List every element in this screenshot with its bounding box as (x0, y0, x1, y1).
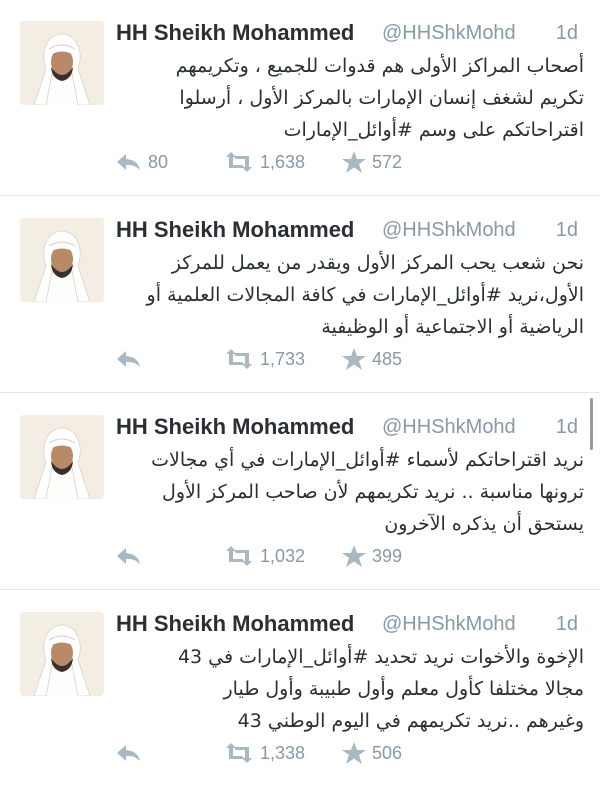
tweet-text-line: اقتراحاتكم على وسم #أوائل_الإمارات (283, 119, 584, 141)
tweet-item[interactable] (0, 591, 600, 785)
retweet-icon (224, 152, 254, 172)
reply-button[interactable] (116, 542, 148, 570)
favorite-button[interactable] (342, 148, 402, 176)
reply-button[interactable] (116, 739, 148, 767)
retweet-count: 1,032 (260, 545, 306, 566)
author-name[interactable]: HH Sheikh Mohammed (116, 414, 355, 439)
reply-arrow-icon (116, 349, 142, 369)
tweet-text (116, 641, 584, 737)
tweet-timestamp[interactable]: 1d (555, 613, 578, 635)
retweet-button[interactable] (224, 739, 305, 767)
tweet-timestamp[interactable]: 1d (555, 416, 578, 438)
reply-arrow-icon (116, 152, 142, 172)
tweet-actions (116, 542, 416, 570)
tweet-header (116, 609, 586, 639)
author-name[interactable]: HH Sheikh Mohammed (116, 217, 355, 242)
author-handle[interactable]: @HHShkMohd (382, 22, 516, 44)
author-handle[interactable]: @HHShkMohd (382, 219, 516, 241)
avatar-portrait (20, 612, 104, 696)
scrollbar[interactable] (590, 398, 593, 450)
tweet-text-line: الإخوة والأخوات نريد تحديد #أوائل_الإمارات في 43 (177, 646, 584, 668)
avatar-portrait (20, 415, 104, 499)
avatar[interactable] (20, 612, 104, 696)
tweet-header (116, 412, 586, 442)
retweet-count: 1,338 (260, 742, 306, 763)
star-icon (342, 742, 366, 764)
tweet-item[interactable] (0, 197, 600, 393)
tweet-text (116, 50, 584, 146)
retweet-count: 1,638 (260, 151, 306, 172)
tweet-item[interactable] (0, 0, 600, 196)
retweet-icon (224, 349, 254, 369)
star-icon (342, 545, 366, 567)
tweet-text-line: وغيرهم ..نريد تكريمهم في اليوم الوطني 43 (237, 710, 584, 732)
author-handle[interactable]: @HHShkMohd (382, 416, 516, 438)
favorite-button[interactable] (342, 345, 402, 373)
favorite-count: 399 (372, 545, 403, 566)
favorite-button[interactable] (342, 739, 402, 767)
retweet-icon (224, 546, 254, 566)
tweet-text-line: مجالا مختلفا كأول معلم وأول طبيبة وأول طيار (223, 678, 584, 700)
avatar[interactable] (20, 415, 104, 499)
avatar-portrait (20, 21, 104, 105)
tweet-text-line: الرياضية أو الاجتماعية أو الوظيفية (321, 316, 584, 338)
tweet-text-line: الأول،نريد #أوائل_الإمارات في كافة المجالات العلمية أو (146, 284, 584, 306)
tweet-actions (116, 739, 416, 767)
reply-arrow-icon (116, 743, 142, 763)
tweet-text-line: أصحاب المراكز الأولى هم قدوات للجميع ، وتكريمهم (175, 55, 584, 77)
reply-arrow-icon (116, 546, 142, 566)
favorite-count: 485 (372, 348, 403, 369)
author-name[interactable]: HH Sheikh Mohammed (116, 20, 355, 45)
favorite-count: 506 (372, 742, 403, 763)
tweet-text (116, 247, 584, 343)
reply-button[interactable] (116, 345, 148, 373)
tweet-text-line: تكريم لشغف إنسان الإمارات بالمركز الأول ، أرسلوا (179, 87, 584, 109)
reply-count: 80 (148, 151, 169, 172)
tweet-header (116, 215, 586, 245)
reply-button[interactable] (116, 148, 168, 176)
tweet-actions (116, 148, 416, 176)
retweet-button[interactable] (224, 345, 305, 373)
tweet-timestamp[interactable]: 1d (555, 22, 578, 44)
tweet-item[interactable] (0, 394, 600, 590)
tweet-text (116, 444, 584, 540)
author-name[interactable]: HH Sheikh Mohammed (116, 611, 355, 636)
tweet-text-line: نحن شعب يحب المركز الأول ويقدر من يعمل للمركز (171, 252, 584, 274)
favorite-button[interactable] (342, 542, 402, 570)
favorite-count: 572 (372, 151, 403, 172)
tweet-text-line: يستحق أن يذكره الآخرون (384, 513, 584, 535)
author-handle[interactable]: @HHShkMohd (382, 613, 516, 635)
star-icon (342, 348, 366, 370)
tweet-text-line: نريد اقتراحاتكم لأسماء #أوائل_الإمارات في أي مجالات (151, 449, 584, 471)
tweet-text-line: ترونها مناسبة .. نريد تكريمهم لأن صاحب المركز الأول (162, 481, 584, 503)
retweet-count: 1,733 (260, 348, 306, 369)
tweet-header (116, 18, 586, 48)
tweet-timestamp[interactable]: 1d (555, 219, 578, 241)
avatar[interactable] (20, 21, 104, 105)
avatar[interactable] (20, 218, 104, 302)
star-icon (342, 151, 366, 173)
avatar-portrait (20, 218, 104, 302)
tweet-actions (116, 345, 416, 373)
retweet-button[interactable] (224, 542, 305, 570)
retweet-icon (224, 743, 254, 763)
retweet-button[interactable] (224, 148, 305, 176)
